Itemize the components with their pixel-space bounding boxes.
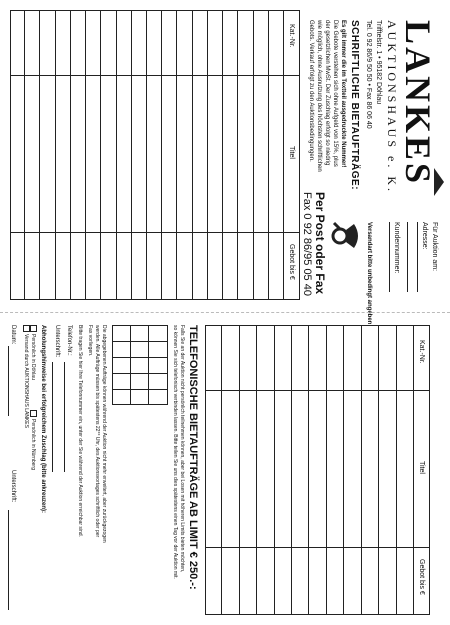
- pickup-title: Abholungshinweise bei erfolgreichem Zuschlag (bitte ankreuzen):: [40, 325, 46, 514]
- right-col-title: Titel: [418, 461, 425, 474]
- customer-no-line: [389, 222, 390, 292]
- table-row[interactable]: [116, 10, 117, 300]
- phone-number-label: Telefon-Nr.:: [66, 325, 72, 356]
- date-field[interactable]: [8, 346, 9, 416]
- pickup-option-doehlau[interactable]: Persönlich in Döhlau: [30, 325, 37, 380]
- address-line-1: [417, 222, 418, 292]
- roof-icon: [434, 168, 444, 196]
- signature2-field[interactable]: [8, 510, 9, 610]
- left-col-bid: Gebot bis €: [288, 244, 295, 280]
- left-col-lot: Kat.-Nr.: [288, 24, 295, 48]
- grid-col: [112, 357, 168, 358]
- checkbox-icon[interactable]: [30, 410, 37, 417]
- phone-bid-grid: [112, 325, 168, 405]
- table-row[interactable]: [343, 325, 344, 615]
- brand-name: LANKES: [398, 20, 438, 187]
- written-bids-line4: wie möglich, ohne Ausnutzung des höchsten schriftlichen: [316, 20, 322, 172]
- table-row[interactable]: [131, 10, 132, 300]
- grid-col: [112, 389, 168, 390]
- table-row[interactable]: [326, 325, 327, 615]
- table-row[interactable]: [274, 325, 275, 615]
- pickup-option-nuernberg[interactable]: Persönlich in Nürnberg: [30, 410, 37, 470]
- written-bids-line3: der gesetzlichen MwSt. Der Zuschlag erfolgt so niedrig: [324, 20, 330, 166]
- table-row[interactable]: [378, 325, 379, 615]
- table-row[interactable]: [146, 10, 147, 300]
- table-row[interactable]: [207, 10, 208, 300]
- written-bids-line5: Gebots. Verkauf erfolgt zu den Auktionsbedingungen.: [308, 20, 314, 162]
- date-label: Datum:: [10, 325, 16, 345]
- address-label: Adresse:: [421, 222, 428, 250]
- phone-bids-intro-line1: Falls Sie an der Auktion nicht persönlich teilnehmen können, aber bei Losen mit höheren Limits bieten möchten,: [179, 325, 185, 573]
- table-row[interactable]: [70, 10, 71, 300]
- written-bids-line2: Die Gebote verstehen sich ohne Aufgeld von 15%, plus: [332, 20, 338, 167]
- post-fax-number: Fax 0 92 86/95 05 40: [301, 192, 313, 296]
- customer-no-label: Kundennummer:: [393, 222, 400, 274]
- phone-bids-title: TELEFONISCHE BIETAUFTRÄGE AB LIMIT € 250.-:: [187, 325, 199, 590]
- grid-row[interactable]: [148, 325, 149, 405]
- table-row[interactable]: [161, 10, 162, 300]
- brand-subtitle: AUKTIONSHAUS e. K.: [385, 20, 399, 194]
- brand-address: Trifftelstr. 1 • 95182 Döhlau: [375, 20, 382, 105]
- table-row[interactable]: [239, 325, 240, 615]
- pickup-option-shipping[interactable]: Versand durch AUKTIONSHAUS LANKES: [23, 325, 30, 428]
- table-row[interactable]: [222, 10, 223, 300]
- table-row[interactable]: [291, 325, 292, 615]
- table-row[interactable]: [361, 325, 362, 615]
- left-col-title: Titel: [288, 146, 295, 159]
- auction-date-label: Für Auktion am:: [431, 222, 438, 272]
- table-row[interactable]: [256, 325, 257, 615]
- table-row[interactable]: [309, 325, 310, 615]
- table-row[interactable]: [237, 10, 238, 300]
- table-row[interactable]: [24, 10, 25, 300]
- phone-bids-line6: Bitte tragen Sie hier Ihre Telefonnummer ein, unter der Sie während der Auktion erreichbar sind.: [77, 325, 83, 537]
- table-row[interactable]: [55, 10, 56, 300]
- written-bids-line1: Es gilt immer die im Textteil ausgedruckte Nummer!: [340, 20, 346, 168]
- table-row[interactable]: [396, 325, 397, 615]
- written-bids-title: SCHRIFTLICHE BIETAUFTRÄGE:: [349, 20, 360, 191]
- table-row[interactable]: [39, 10, 40, 300]
- phone-bids-line5: Fax vorliegen.: [87, 325, 93, 357]
- shipping-note: Versandart bitte unbedingt angeben!: [366, 222, 372, 327]
- grid-col: [112, 341, 168, 342]
- address-line-2: [407, 222, 408, 292]
- left-bid-table: [10, 10, 300, 300]
- phone-bids-line3: Die abgegebenen Aufträge können während der Auktion nicht mehr erweitert, aber zurückgezogen: [101, 325, 107, 543]
- phone-bids-line4: werden. Alle Aufträge müssen bis spätestens 22°° Uhr, des Auktionsvortages schriftlich oder per: [94, 325, 100, 538]
- right-col-bid: Gebot bis €: [418, 559, 425, 595]
- post-fax-title: Per Post oder Fax: [313, 192, 327, 295]
- table-row[interactable]: [268, 10, 269, 300]
- grid-col: [112, 373, 168, 374]
- table-row[interactable]: [100, 10, 101, 300]
- table-row[interactable]: [253, 10, 254, 300]
- fold-divider: [0, 312, 450, 313]
- table-row[interactable]: [221, 325, 222, 615]
- signature-field[interactable]: [52, 362, 53, 472]
- grid-row[interactable]: [130, 325, 131, 405]
- signature-label: Unterschrift:: [54, 325, 60, 358]
- checkbox-icon[interactable]: [30, 325, 37, 332]
- signature2-label: Unterschrift:: [10, 470, 16, 503]
- table-row[interactable]: [85, 10, 86, 300]
- phone-number-field[interactable]: [64, 362, 65, 472]
- table-row[interactable]: [176, 10, 177, 300]
- post-horn-icon: [330, 220, 360, 252]
- right-col-lot: Kat.-Nr.: [418, 340, 425, 364]
- checkbox-icon[interactable]: [23, 325, 30, 332]
- brand-phone-fax: Tel. 0 92 86/9 50 50 • Fax 86 06 40: [365, 20, 372, 129]
- phone-bids-intro-line2: so können Sie sich telefonisch verbinden lassen. Bitte teilen Sie uns dies spätestens einen Tag vor der Auktion mit.: [172, 325, 178, 579]
- table-row[interactable]: [192, 10, 193, 300]
